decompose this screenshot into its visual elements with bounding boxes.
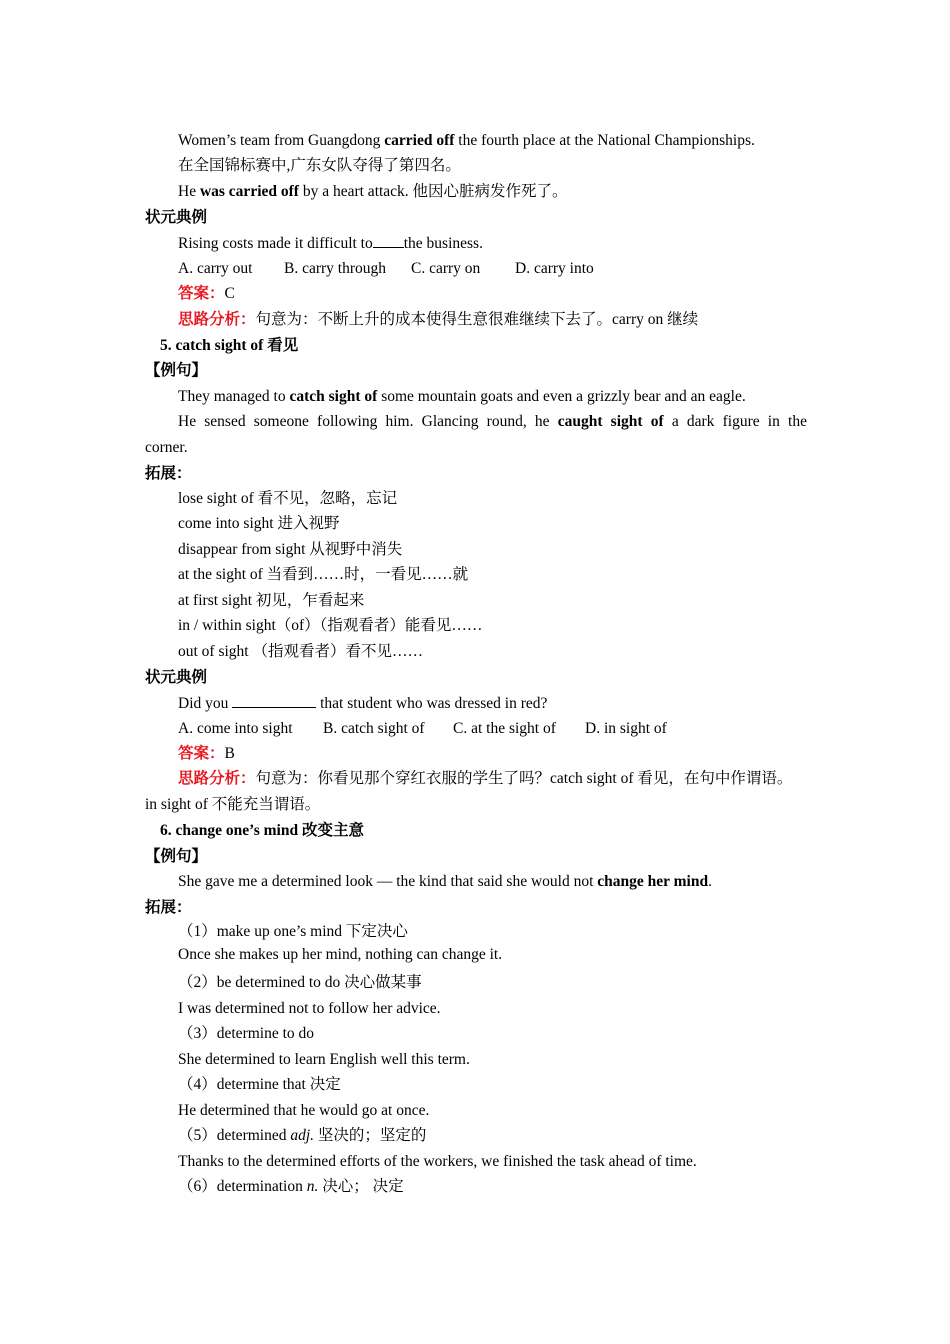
analysis-label: 思路分析： <box>178 770 256 787</box>
option-d: D. in sight of <box>585 720 667 737</box>
answer-blank <box>373 233 404 248</box>
example-sentence <box>178 872 712 892</box>
text: Women’s team from Guangdong <box>178 132 385 149</box>
text: Did you <box>178 695 233 712</box>
text: Rising costs made it difficult to <box>178 235 373 252</box>
typical-example-label: 状元典例 <box>145 669 208 686</box>
example-sentence <box>178 131 755 151</box>
analysis-text: 句意为：不断上升的成本使得生意很难继续下去了。carry on 继续 <box>255 311 699 328</box>
keyword: change her mind <box>597 873 709 890</box>
part-of-speech: adj. <box>290 1127 315 1144</box>
analysis-text: 句意为：你看见那个穿红衣服的学生了吗？catch sight of 看见，在句中作谓语。 <box>255 770 793 787</box>
example-translation: 在全国锦标赛中,广东女队夺得了第四名。 <box>178 157 461 174</box>
extension-item <box>178 1177 404 1197</box>
extension-item: （4）determine that 决定 <box>178 1076 341 1093</box>
text: （5）determined <box>178 1127 291 1144</box>
example-label: 【例句】 <box>145 848 208 865</box>
extension-item: （3）determine to do <box>178 1025 315 1042</box>
text: 坚决的；坚定的 <box>314 1127 427 1144</box>
text: They managed to <box>178 388 290 405</box>
answer <box>178 284 235 304</box>
extension-sentence: I was determined not to follow her advice. <box>178 1000 441 1017</box>
part-of-speech: n. <box>306 1178 319 1195</box>
example-sentence <box>178 387 746 407</box>
extension-item: （2）be determined to do 决心做某事 <box>178 974 422 991</box>
extension-sentence: Thanks to the determined efforts of the workers, we finished the task ahead of time. <box>178 1153 697 1170</box>
example-label: 【例句】 <box>145 362 208 379</box>
text: the fourth place at the National Championships. <box>454 132 755 149</box>
extension-item: disappear from sight 从视野中消失 <box>178 541 403 558</box>
text: She gave me a determined look — the kind that said she would not <box>178 873 598 890</box>
example-sentence <box>178 182 568 202</box>
keyword: was carried off <box>199 183 299 200</box>
text: some mountain goats and even a grizzly bear and an eagle. <box>377 388 746 405</box>
option-b: B. catch sight of <box>323 720 425 737</box>
extension-item: （1）make up one’s mind 下定决心 <box>178 923 408 940</box>
keyword: catch sight of <box>289 388 378 405</box>
answer <box>178 744 235 764</box>
text: He <box>178 183 200 200</box>
analysis-continued: in sight of 不能充当谓语。 <box>145 796 321 813</box>
extension-item: out of sight （指观看者）看不见…… <box>178 643 423 660</box>
answer-value: C <box>224 285 235 302</box>
extension-item <box>178 1126 426 1146</box>
option-b: B. carry through <box>284 260 387 277</box>
answer-label: 答案： <box>178 745 225 762</box>
typical-example-label: 状元典例 <box>145 209 208 226</box>
option-c: C. at the sight of <box>453 720 556 737</box>
option-c: C. carry on <box>411 260 481 277</box>
text: （6）determination <box>178 1178 307 1195</box>
extension-label: 拓展： <box>145 899 192 916</box>
analysis <box>178 310 698 330</box>
extension-item: lose sight of 看不见，忽略，忘记 <box>178 490 398 507</box>
extension-item: in / within sight（of）（指观看者）能看见…… <box>178 617 483 634</box>
extension-item: at the sight of 当看到……时，一看见……就 <box>178 566 469 583</box>
text: a dark figure in the <box>663 413 807 430</box>
section-heading: 6. change one’s mind 改变主意 <box>160 822 364 839</box>
keyword: carried off <box>384 132 455 149</box>
keyword: caught sight of <box>557 413 664 430</box>
text: the business. <box>403 235 483 252</box>
text: 决心； 决定 <box>318 1178 404 1195</box>
text: that student who was dressed in red? <box>316 695 548 712</box>
example-sentence-continued: corner. <box>145 439 188 456</box>
extension-sentence: Once she makes up her mind, nothing can change it. <box>178 946 503 963</box>
text: . <box>708 873 712 890</box>
option-a: A. come into sight <box>178 720 293 737</box>
text: by a heart attack. 他因心脏病发作死了。 <box>298 183 568 200</box>
extension-item: come into sight 进入视野 <box>178 515 340 532</box>
option-d: D. carry into <box>515 260 594 277</box>
option-a: A. carry out <box>178 260 253 277</box>
text: He sensed someone following him. Glancing round, he <box>178 413 558 430</box>
analysis <box>178 769 792 789</box>
analysis-label: 思路分析： <box>178 311 256 328</box>
question <box>178 233 483 254</box>
options <box>178 719 667 739</box>
answer-blank <box>232 693 316 708</box>
extension-item: at first sight 初见，乍看起来 <box>178 592 365 609</box>
extension-sentence: She determined to learn English well this term. <box>178 1051 470 1068</box>
section-heading: 5. catch sight of 看见 <box>160 337 299 354</box>
answer-value: B <box>224 745 235 762</box>
answer-label: 答案： <box>178 285 225 302</box>
extension-label: 拓展： <box>145 465 192 482</box>
options <box>178 259 594 279</box>
example-sentence <box>178 412 807 432</box>
extension-sentence: He determined that he would go at once. <box>178 1102 430 1119</box>
question <box>178 693 547 714</box>
